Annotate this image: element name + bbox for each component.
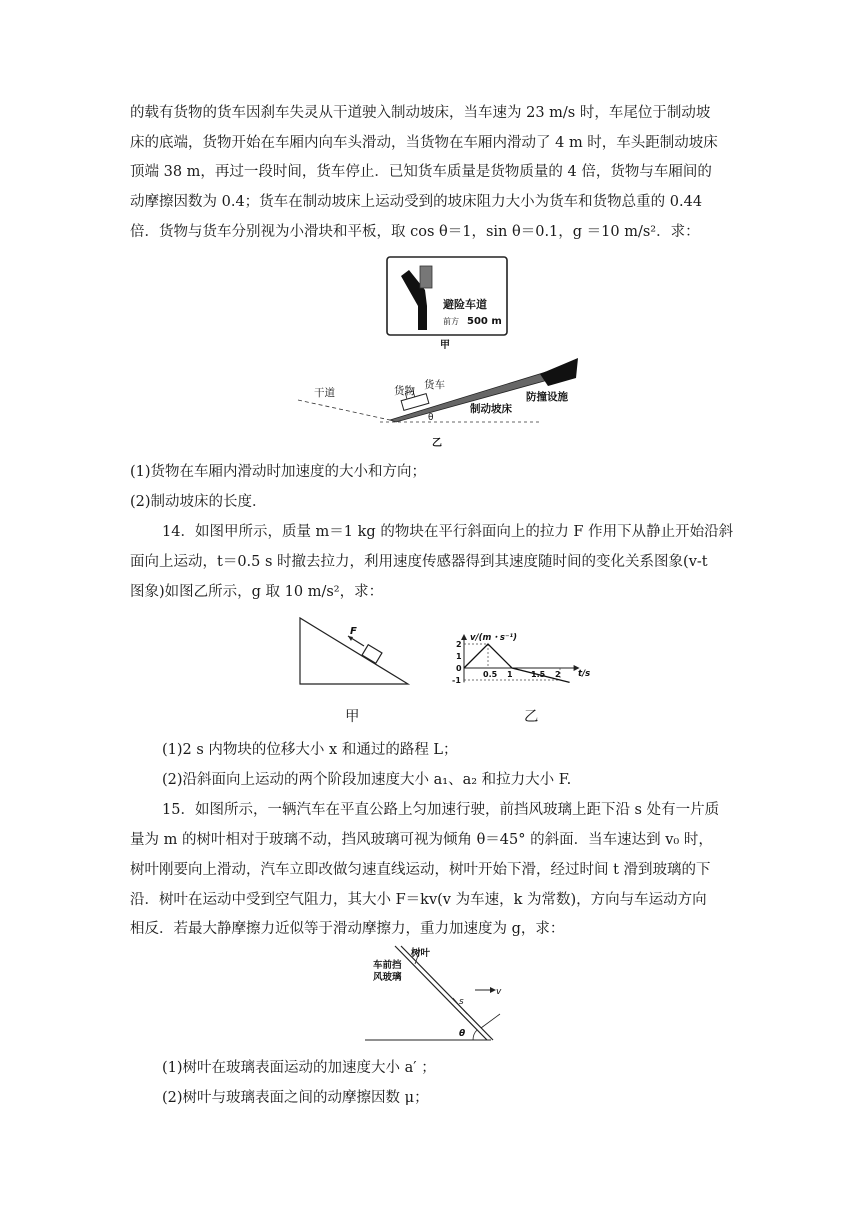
y-tick-label: 2 bbox=[456, 640, 462, 649]
cargo-label: 货物 bbox=[394, 385, 415, 397]
angle-theta: θ bbox=[428, 413, 434, 423]
q15-sub-2: (2)树叶与玻璃表面之间的动摩擦因数 μ； bbox=[162, 1090, 429, 1106]
y-tick-label: 0 bbox=[456, 664, 462, 673]
sign-title: 避险车道 bbox=[443, 298, 487, 311]
x-tick-label: 2 bbox=[555, 670, 561, 679]
chart-labels bbox=[440, 632, 600, 702]
q14-text-line-3: 图象)如图乙所示，g 取 10 m/s²，求： bbox=[130, 584, 384, 600]
q13-text-line-1: 的载有货物的货车因刹车失灵从干道驶入制动坡床，当车速为 23 m/s 时，车尾位于制动坡 bbox=[130, 105, 711, 121]
velocity-label: v bbox=[496, 987, 502, 997]
y-tick-label: -1 bbox=[452, 676, 461, 685]
q13-text-line-5: 倍．货物与货车分别视为小滑块和平板，取 cos θ＝1，sin θ＝0.1，g ＝10 m/s²．求： bbox=[130, 224, 700, 240]
q15-text-line-1: 15．如图所示，一辆汽车在平直公路上匀加速行驶，前挡风玻璃上距下沿 s 处有一片质 bbox=[162, 802, 720, 818]
fig14-caption-a: 甲 bbox=[345, 709, 360, 725]
distance-label: s bbox=[459, 997, 464, 1007]
q14-sub-1: (1)2 s 内物块的位移大小 x 和通过的路程 L； bbox=[162, 742, 458, 758]
glass-label-2: 风玻璃 bbox=[373, 972, 402, 983]
y-tick-label: 1 bbox=[456, 652, 462, 661]
escape-lane-icon bbox=[420, 266, 432, 288]
q15-text-line-5: 相反．若最大静摩擦力近似等于滑动摩擦力，重力加速度为 g，求： bbox=[130, 921, 565, 937]
fig13-caption-b: 乙 bbox=[432, 438, 442, 449]
sign-distance: 500 m bbox=[467, 316, 502, 327]
truck-label: 货车 bbox=[424, 379, 445, 391]
windshield-figure bbox=[355, 944, 555, 1048]
fig14-caption-b: 乙 bbox=[524, 709, 539, 725]
y-axis-label: v/(m・s⁻¹) bbox=[470, 633, 518, 643]
main-road-label: 干道 bbox=[314, 387, 335, 399]
angle-arc bbox=[473, 1030, 477, 1040]
q15-sub-1: (1)树叶在玻璃表面运动的加速度大小 a′ ； bbox=[162, 1060, 436, 1076]
q13-text-line-4: 动摩擦因数为 0.4；货车在制动坡床上运动受到的坡床阻力大小为货车和货物总重的 0.44 bbox=[130, 194, 703, 210]
q13-sub-2: (2)制动坡床的长度． bbox=[130, 494, 267, 510]
fig13-caption-a: 甲 bbox=[440, 340, 450, 351]
brake-ramp-figure bbox=[290, 352, 590, 452]
ramp-label: 制动坡床 bbox=[470, 403, 512, 415]
x-tick-label: 0.5 bbox=[483, 670, 498, 679]
sign-sub: 前方 bbox=[443, 317, 459, 326]
q14-text-line-1: 14．如图甲所示，质量 m＝1 kg 的物块在平行斜面向上的拉力 F 作用下从静止开始沿斜 bbox=[162, 524, 734, 540]
angle-theta-label: θ bbox=[459, 1029, 466, 1039]
barrier-label: 防撞设施 bbox=[526, 391, 568, 403]
x-tick-label: 1 bbox=[507, 670, 513, 679]
x-tick-label: 1.5 bbox=[531, 670, 546, 679]
q13-sub-1: (1)货物在车厢内滑动时加速度的大小和方向； bbox=[130, 464, 427, 480]
barrier-icon bbox=[540, 358, 578, 386]
force-label: F bbox=[350, 626, 357, 637]
incline-figure bbox=[296, 616, 412, 688]
x-axis-label: t/s bbox=[578, 669, 591, 679]
escape-lane-sign-figure bbox=[385, 256, 510, 338]
windshield-glass bbox=[395, 946, 487, 1040]
q13-text-line-2: 床的底端，货物开始在车厢内向车头滑动，当货物在车厢内滑动了 4 m 时，车头距制动坡床 bbox=[130, 135, 718, 151]
q15-text-line-3: 树叶刚要向上滑动，汽车立即改做匀速直线运动，树叶开始下滑，经过时间 t 滑到玻璃的下 bbox=[130, 862, 711, 878]
q14-sub-2: (2)沿斜面向上运动的两个阶段加速度大小 a₁、a₂ 和拉力大小 F. bbox=[162, 772, 572, 788]
glass-label-1: 车前挡 bbox=[373, 960, 402, 971]
q13-text-line-3: 顶端 38 m，再过一段时间，货车停止．已知货车质量是货物质量的 4 倍，货物与车厢间的 bbox=[130, 164, 712, 180]
q15-text-line-4: 沿．树叶在运动中受到空气阻力，其大小 F＝kv(v 为车速，k 为常数)，方向与车运动方向 bbox=[130, 892, 707, 908]
leaf-label: 树叶 bbox=[411, 948, 431, 959]
q15-text-line-2: 量为 m 的树叶相对于玻璃不动，挡风玻璃可视为倾角 θ＝45° 的斜面．当车速达到 v₀ 时， bbox=[130, 832, 713, 848]
q14-text-line-2: 面向上运动，t＝0.5 s 时撤去拉力，利用速度传感器得到其速度随时间的变化关系图象(v-t bbox=[130, 554, 708, 570]
